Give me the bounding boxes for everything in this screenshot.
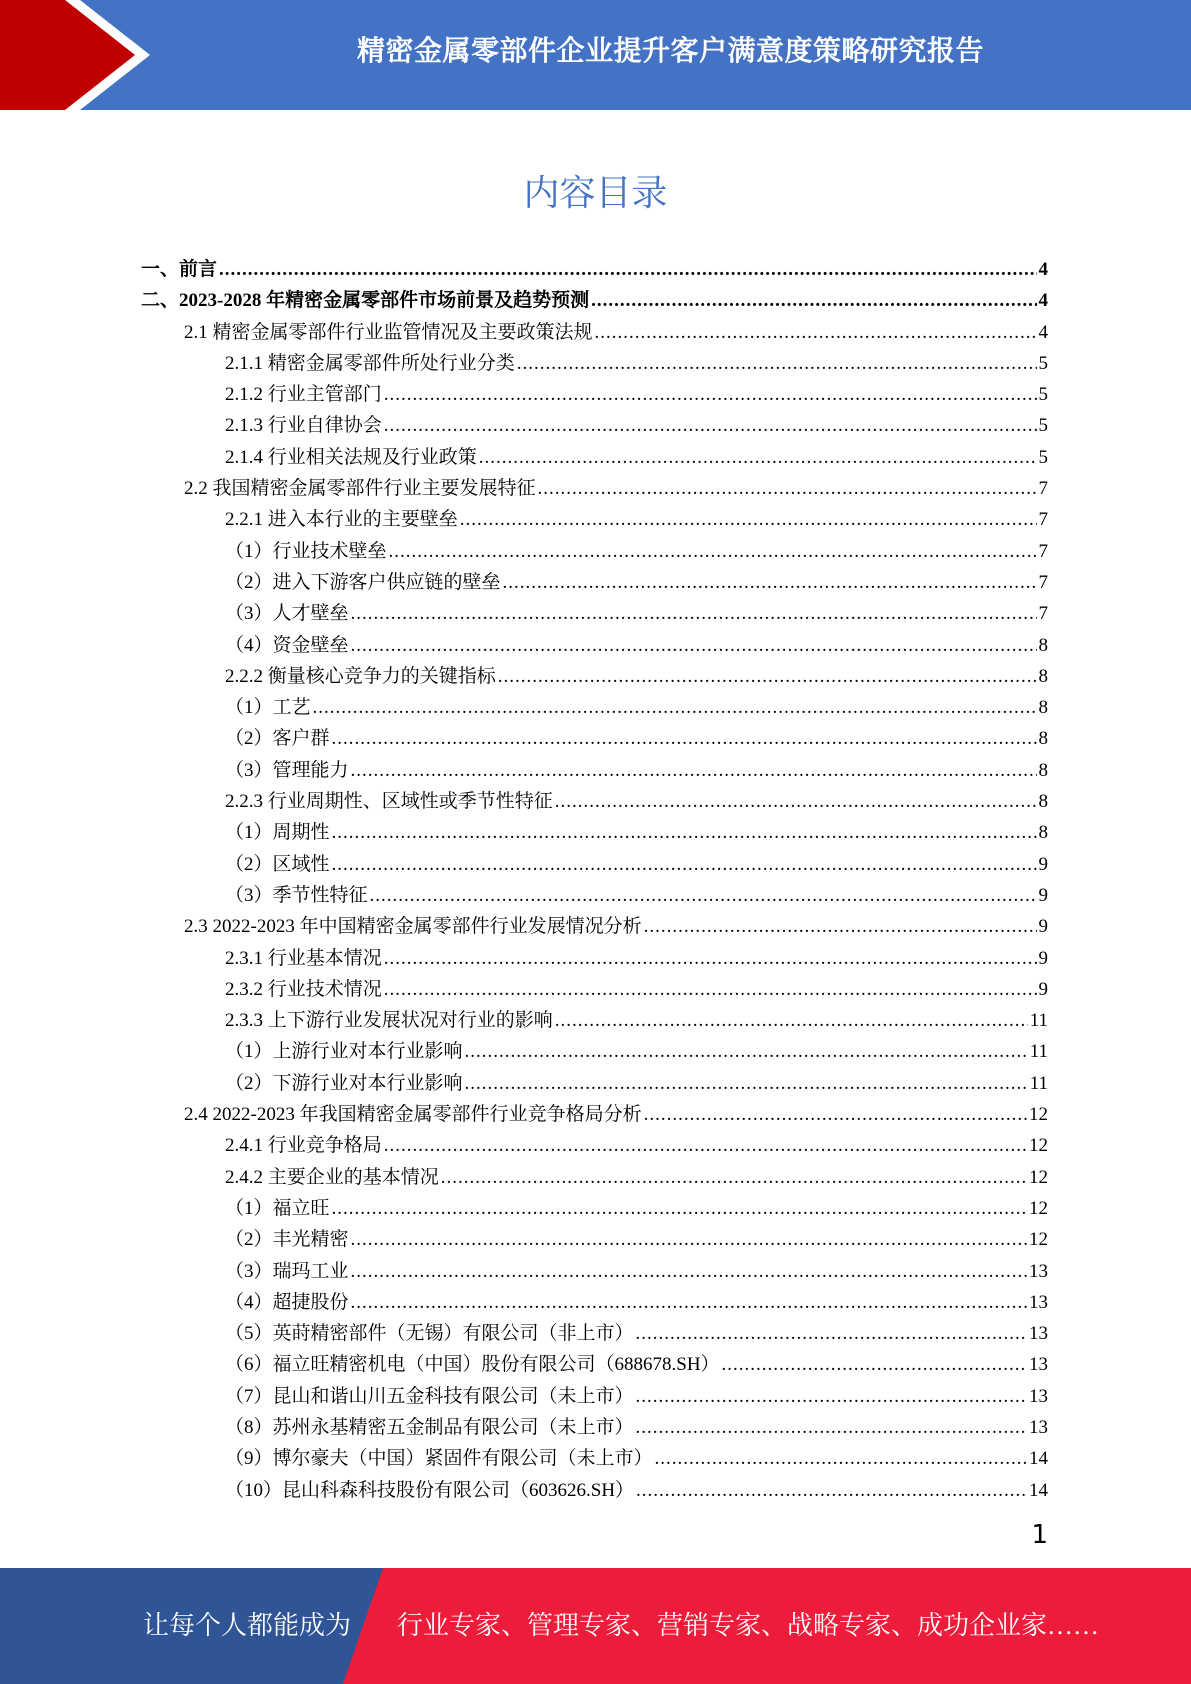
toc-entry-page: 8: [1038, 728, 1048, 750]
toc-entry-page: 13: [1029, 1416, 1048, 1438]
toc-entry[interactable]: [141, 504, 1048, 535]
toc-entry-page: 9: [1038, 978, 1048, 1000]
toc-dot-leader: [465, 1041, 1028, 1063]
toc-entry[interactable]: [141, 1130, 1048, 1161]
toc-entry[interactable]: [141, 723, 1048, 754]
toc-entry-page: 12: [1029, 1229, 1048, 1251]
toc-dot-leader: [351, 603, 1037, 625]
toc-entry[interactable]: [141, 1318, 1048, 1349]
toc-title: 内容目录: [523, 173, 668, 214]
toc-entry-label: 2.3.2 行业技术情况: [225, 978, 382, 1000]
toc-entry-label: 2.3.1 行业基本情况: [225, 947, 382, 969]
toc-entry-page: 8: [1038, 759, 1048, 781]
toc-entry-label: （3）人才壁垒: [225, 603, 349, 625]
toc-entry-page: 14: [1029, 1448, 1048, 1470]
toc-entry-page: 9: [1038, 853, 1048, 875]
toc-entry-page: 9: [1038, 947, 1048, 969]
toc-entry-label: （8）苏州永基精密五金制品有限公司（未上市）: [225, 1416, 634, 1438]
toc-dot-leader: [555, 791, 1037, 813]
toc-entry-page: 12: [1029, 1197, 1048, 1219]
toc-entry-label: 2.2.2 衡量核心竞争力的关键指标: [225, 665, 496, 687]
toc-entry-page: 13: [1029, 1354, 1048, 1376]
toc-entry[interactable]: [141, 254, 1048, 285]
toc-entry-page: 14: [1029, 1479, 1048, 1501]
toc-entry-label: 2.1 精密金属零部件行业监管情况及主要政策法规: [184, 321, 593, 343]
page-header: [0, 0, 1191, 110]
toc-entry-label: 2.3.3 上下游行业发展状况对行业的影响: [225, 1010, 553, 1032]
toc-entry-page: 13: [1029, 1291, 1048, 1313]
toc-entry-page: 8: [1038, 791, 1048, 813]
toc-entry[interactable]: [141, 285, 1048, 316]
toc-entry-label: （1）福立旺: [225, 1197, 330, 1219]
toc-dot-leader: [644, 1104, 1027, 1126]
toc-entry-label: 2.2.1 进入本行业的主要壁垒: [225, 509, 458, 531]
toc-dot-leader: [384, 948, 1037, 970]
toc-entry-page: 11: [1029, 1041, 1048, 1063]
toc-dot-leader: [351, 1229, 1027, 1251]
toc-entry[interactable]: [141, 1381, 1048, 1412]
toc-entry[interactable]: [141, 1068, 1048, 1099]
toc-entry-label: （4）资金壁垒: [225, 634, 349, 656]
header-chevron-decoration: [0, 0, 170, 110]
toc-entry[interactable]: [141, 473, 1048, 504]
table-of-contents: [141, 254, 1048, 1506]
toc-entry[interactable]: [141, 661, 1048, 692]
toc-dot-leader: [538, 478, 1037, 500]
toc-entry[interactable]: [141, 1443, 1048, 1474]
toc-entry[interactable]: [141, 943, 1048, 974]
toc-entry-label: 2.4 2022-2023 年我国精密金属零部件行业竞争格局分析: [184, 1104, 642, 1126]
toc-dot-leader: [591, 290, 1036, 312]
toc-entry[interactable]: [141, 974, 1048, 1005]
toc-dot-leader: [332, 822, 1037, 844]
toc-entry-label: 2.1.4 行业相关法规及行业政策: [225, 446, 477, 468]
toc-entry[interactable]: [141, 379, 1048, 410]
toc-entry[interactable]: [141, 567, 1048, 598]
toc-entry-label: （2）区域性: [225, 853, 330, 875]
toc-entry[interactable]: [141, 1224, 1048, 1255]
toc-dot-leader: [332, 728, 1037, 750]
toc-dot-leader: [503, 572, 1037, 594]
toc-entry-label: （9）博尔豪夫（中国）紧固件有限公司（未上市）: [225, 1448, 653, 1470]
toc-entry-page: 7: [1038, 509, 1048, 531]
toc-entry-label: 2.1.1 精密金属零部件所处行业分类: [225, 352, 515, 374]
toc-entry[interactable]: [141, 880, 1048, 911]
footer-slogan-right: 行业专家、管理专家、营销专家、战略专家、成功企业家……: [397, 1611, 1100, 1640]
toc-dot-leader: [655, 1448, 1027, 1470]
toc-entry-label: （1）周期性: [225, 822, 330, 844]
toc-entry-label: （1）行业技术壁垒: [225, 540, 387, 562]
toc-entry-page: 5: [1038, 415, 1048, 437]
toc-entry-label: （1）工艺: [225, 697, 311, 719]
toc-entry-label: 2.1.3 行业自律协会: [225, 415, 382, 437]
toc-entry-page: 11: [1029, 1072, 1048, 1094]
toc-entry[interactable]: [141, 911, 1048, 942]
toc-entry-label: （3）瑞玛工业: [225, 1260, 349, 1282]
toc-entry-page: 5: [1038, 446, 1048, 468]
toc-entry-label: （6）福立旺精密机电（中国）股份有限公司（688678.SH）: [225, 1354, 720, 1376]
toc-dot-leader: [644, 916, 1037, 938]
toc-entry-label: （1）上游行业对本行业影响: [225, 1041, 463, 1063]
page-footer: [0, 1568, 1191, 1684]
toc-entry[interactable]: [141, 817, 1048, 848]
toc-entry[interactable]: [141, 692, 1048, 723]
toc-entry[interactable]: [141, 410, 1048, 441]
toc-dot-leader: [517, 353, 1037, 375]
toc-entry-label: 2.4.2 主要企业的基本情况: [225, 1166, 439, 1188]
toc-entry-page: 7: [1038, 478, 1048, 500]
toc-entry[interactable]: [141, 1256, 1048, 1287]
toc-entry[interactable]: [141, 317, 1048, 348]
toc-entry-page: 8: [1038, 697, 1048, 719]
toc-dot-leader: [595, 322, 1037, 344]
toc-entry-page: 13: [1029, 1323, 1048, 1345]
toc-dot-leader: [460, 509, 1037, 531]
toc-dot-leader: [636, 1480, 1027, 1502]
toc-entry-label: 2.1.2 行业主管部门: [225, 384, 382, 406]
toc-entry-label: 2.2 我国精密金属零部件行业主要发展特征: [184, 478, 536, 500]
toc-dot-leader: [479, 447, 1037, 469]
toc-entry-page: 7: [1038, 603, 1048, 625]
toc-entry-page: 5: [1038, 384, 1048, 406]
toc-entry-label: 2.2.3 行业周期性、区域性或季节性特征: [225, 791, 553, 813]
toc-entry-label: （3）季节性特征: [225, 884, 368, 906]
toc-entry-label: 2.3 2022-2023 年中国精密金属零部件行业发展情况分析: [184, 916, 642, 938]
toc-entry-page: 12: [1029, 1104, 1048, 1126]
toc-dot-leader: [384, 1135, 1027, 1157]
toc-entry-page: 9: [1038, 884, 1048, 906]
toc-dot-leader: [313, 697, 1037, 719]
toc-entry-page: 12: [1029, 1135, 1048, 1157]
toc-entry-label: 一、前言: [141, 259, 218, 280]
toc-entry[interactable]: [141, 348, 1048, 379]
toc-dot-leader: [384, 415, 1037, 437]
toc-entry-page: 8: [1038, 634, 1048, 656]
toc-entry-label: （4）超捷股份: [225, 1291, 349, 1313]
toc-entry[interactable]: [141, 536, 1048, 567]
toc-dot-leader: [555, 1010, 1028, 1032]
toc-dot-leader: [636, 1386, 1027, 1408]
toc-entry-page: 4: [1038, 321, 1048, 343]
toc-dot-leader: [384, 979, 1037, 1001]
toc-entry[interactable]: [141, 786, 1048, 817]
toc-entry-page: 7: [1038, 540, 1048, 562]
toc-entry-label: 2.4.1 行业竞争格局: [225, 1135, 382, 1157]
footer-slogan-left: 让每个人都能成为: [143, 1611, 352, 1640]
toc-entry[interactable]: [141, 1099, 1048, 1130]
toc-dot-leader: [351, 760, 1037, 782]
toc-dot-leader: [498, 666, 1037, 688]
toc-entry[interactable]: [141, 1412, 1048, 1443]
toc-entry[interactable]: [141, 849, 1048, 880]
toc-entry-page: 7: [1038, 571, 1048, 593]
toc-entry-page: 4: [1038, 259, 1048, 280]
toc-dot-leader: [384, 384, 1037, 406]
toc-dot-leader: [332, 854, 1037, 876]
toc-entry-page: 13: [1029, 1385, 1048, 1407]
toc-entry[interactable]: [141, 630, 1048, 661]
toc-dot-leader: [219, 259, 1036, 281]
toc-entry-page: 12: [1029, 1166, 1048, 1188]
toc-entry-label: （5）英莳精密部件（无锡）有限公司（非上市）: [225, 1323, 634, 1345]
toc-entry-page: 5: [1038, 352, 1048, 374]
header-title: 精密金属零部件企业提升客户满意度策略研究报告: [356, 34, 984, 67]
toc-entry[interactable]: [141, 755, 1048, 786]
toc-entry-page: 4: [1038, 290, 1048, 312]
toc-entry[interactable]: [141, 1475, 1048, 1506]
toc-entry-label: （3）管理能力: [225, 759, 349, 781]
toc-entry[interactable]: [141, 1193, 1048, 1224]
toc-entry-label: （2）进入下游客户供应链的壁垒: [225, 571, 501, 593]
toc-entry-label: （2）客户群: [225, 728, 330, 750]
toc-entry[interactable]: [141, 1036, 1048, 1067]
toc-entry[interactable]: [141, 442, 1048, 473]
toc-entry-page: 9: [1038, 916, 1048, 938]
toc-dot-leader: [636, 1417, 1027, 1439]
toc-entry-label: （2）下游行业对本行业影响: [225, 1072, 463, 1094]
page-number: 1: [1031, 1520, 1048, 1550]
toc-dot-leader: [351, 1261, 1027, 1283]
toc-entry-label: （10）昆山科森科技股份有限公司（603626.SH）: [225, 1479, 635, 1501]
toc-entry-page: 13: [1029, 1260, 1048, 1282]
toc-entry[interactable]: [141, 1287, 1048, 1318]
toc-entry-label: 二、2023-2028 年精密金属零部件市场前景及趋势预测: [141, 290, 590, 312]
toc-entry[interactable]: [141, 1162, 1048, 1193]
toc-entry-label: （7）昆山和谐山川五金科技有限公司（未上市）: [225, 1385, 634, 1407]
toc-dot-leader: [351, 1292, 1027, 1314]
toc-dot-leader: [465, 1073, 1028, 1095]
toc-entry-page: 8: [1038, 822, 1048, 844]
toc-dot-leader: [351, 635, 1037, 657]
toc-entry-page: 11: [1029, 1010, 1048, 1032]
toc-entry[interactable]: [141, 1005, 1048, 1036]
toc-dot-leader: [636, 1323, 1027, 1345]
toc-dot-leader: [441, 1167, 1027, 1189]
toc-dot-leader: [370, 885, 1037, 907]
toc-entry[interactable]: [141, 1349, 1048, 1380]
toc-dot-leader: [389, 541, 1037, 563]
toc-entry-label: （2）丰光精密: [225, 1229, 349, 1251]
toc-dot-leader: [332, 1198, 1027, 1220]
toc-entry-page: 8: [1038, 665, 1048, 687]
toc-entry[interactable]: [141, 598, 1048, 629]
toc-dot-leader: [722, 1354, 1027, 1376]
